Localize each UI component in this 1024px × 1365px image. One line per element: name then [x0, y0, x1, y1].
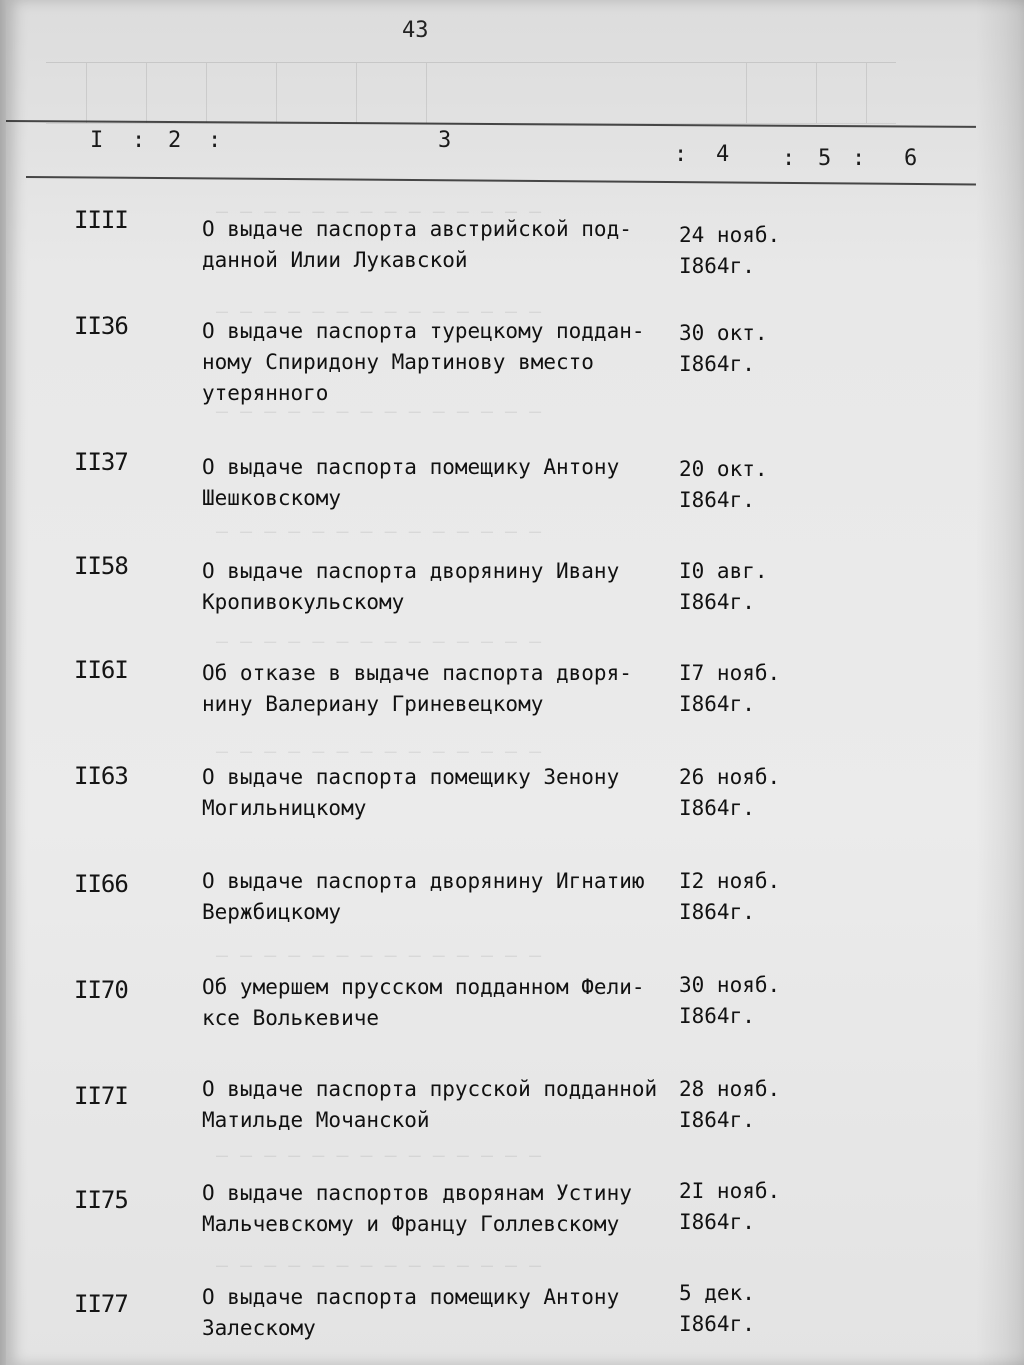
column-header-6: 6 [904, 146, 918, 171]
entry-title: О выдаче паспорта дворянину Игнатию Вержбицкому [202, 869, 645, 924]
entry-number: II77 [74, 1290, 128, 1318]
bleed-through-text: — — — — — — — — — — — — — — [216, 739, 542, 763]
entry-date: I0 авг. I864г. [679, 559, 768, 614]
column-separator: : [132, 128, 146, 153]
entry-number: IIII [74, 206, 128, 234]
entry-date: 30 окт. I864г. [679, 321, 768, 376]
entry-date: 26 нояб. I864г. [679, 765, 781, 820]
entry-title: О выдаче паспорта помещику Антону Шешковскому [202, 455, 620, 510]
underlying-page-header-ghost [46, 62, 896, 124]
column-header-5: 5 [818, 146, 832, 171]
entry-title: О выдаче паспорта турецкому поддан- ному Спиридону Мартинову вместо утерянного [202, 319, 645, 405]
column-header-1: I [90, 128, 104, 153]
entry-date: 2I нояб. I864г. [679, 1179, 781, 1234]
entry-date: 5 дек. I864г. [679, 1281, 755, 1336]
bleed-through-text: — — — — — — — — — — — — — — [216, 399, 542, 423]
entry-number: II37 [74, 448, 128, 476]
entry-title: О выдаче паспорта помещику Зенону Могильницкому [202, 765, 620, 820]
bleed-through-text: — — — — — — — — — — — — — — [216, 199, 542, 223]
entry-date: I7 нояб. I864г. [679, 661, 781, 716]
entry-title: О выдаче паспорта австрийской под- данной Илии Лукавской [202, 217, 632, 272]
entry-number: II36 [74, 312, 128, 340]
entry-date: 30 нояб. I864г. [679, 973, 781, 1028]
bleed-through-text: — — — — — — — — — — — — — — [216, 629, 542, 653]
entry-number: II63 [74, 762, 128, 790]
bleed-through-text: — — — — — — — — — — — — — — [216, 1253, 542, 1277]
column-separator: : [208, 128, 222, 153]
column-separator: : [674, 142, 688, 167]
archive-page [6, 0, 1024, 1365]
entry-title: О выдаче паспорта прусской подданной Матильде Мочанской [202, 1077, 658, 1132]
entry-date: 20 окт. I864г. [679, 457, 768, 512]
page-number: 43 [402, 18, 429, 43]
entry-date: 28 нояб. I864г. [679, 1077, 781, 1132]
bleed-through-text: — — — — — — — — — — — — — — [216, 299, 542, 323]
entry-number: II6I [74, 656, 128, 684]
entry-date: I2 нояб. I864г. [679, 869, 781, 924]
entry-number: II66 [74, 870, 128, 898]
column-separator: : [852, 146, 866, 171]
page-edge-shadow [976, 0, 1024, 1365]
column-header-4: 4 [716, 142, 730, 167]
header-bottom-rule [26, 176, 976, 185]
bleed-through-text: — — — — — — — — — — — — — — [216, 1143, 542, 1167]
entry-title: О выдаче паспортов дворянам Устину Мальчевскому и Францу Голлевскому [202, 1181, 632, 1236]
entry-number: II58 [74, 552, 128, 580]
column-header-3: 3 [438, 128, 452, 153]
column-separator: : [782, 146, 796, 171]
entry-date: 24 нояб. I864г. [679, 223, 781, 278]
entry-title: О выдаче паспорта дворянину Ивану Кропивокульскому [202, 559, 620, 614]
entry-title: О выдаче паспорта помещику Антону Залескому [202, 1285, 620, 1340]
bleed-through-text: — — — — — — — — — — — — — — [216, 943, 542, 967]
bleed-through-text: — — — — — — — — — — — — — — [216, 519, 542, 543]
entry-number: II75 [74, 1186, 128, 1214]
column-header-2: 2 [168, 128, 182, 153]
entry-title: Об умершем прусском подданном Фели- ксе Волькевиче [202, 975, 645, 1030]
entry-number: II70 [74, 976, 128, 1004]
entry-number: II7I [74, 1082, 128, 1110]
entry-title: Об отказе в выдаче паспорта дворя- нину Валериану Гриневецкому [202, 661, 632, 716]
